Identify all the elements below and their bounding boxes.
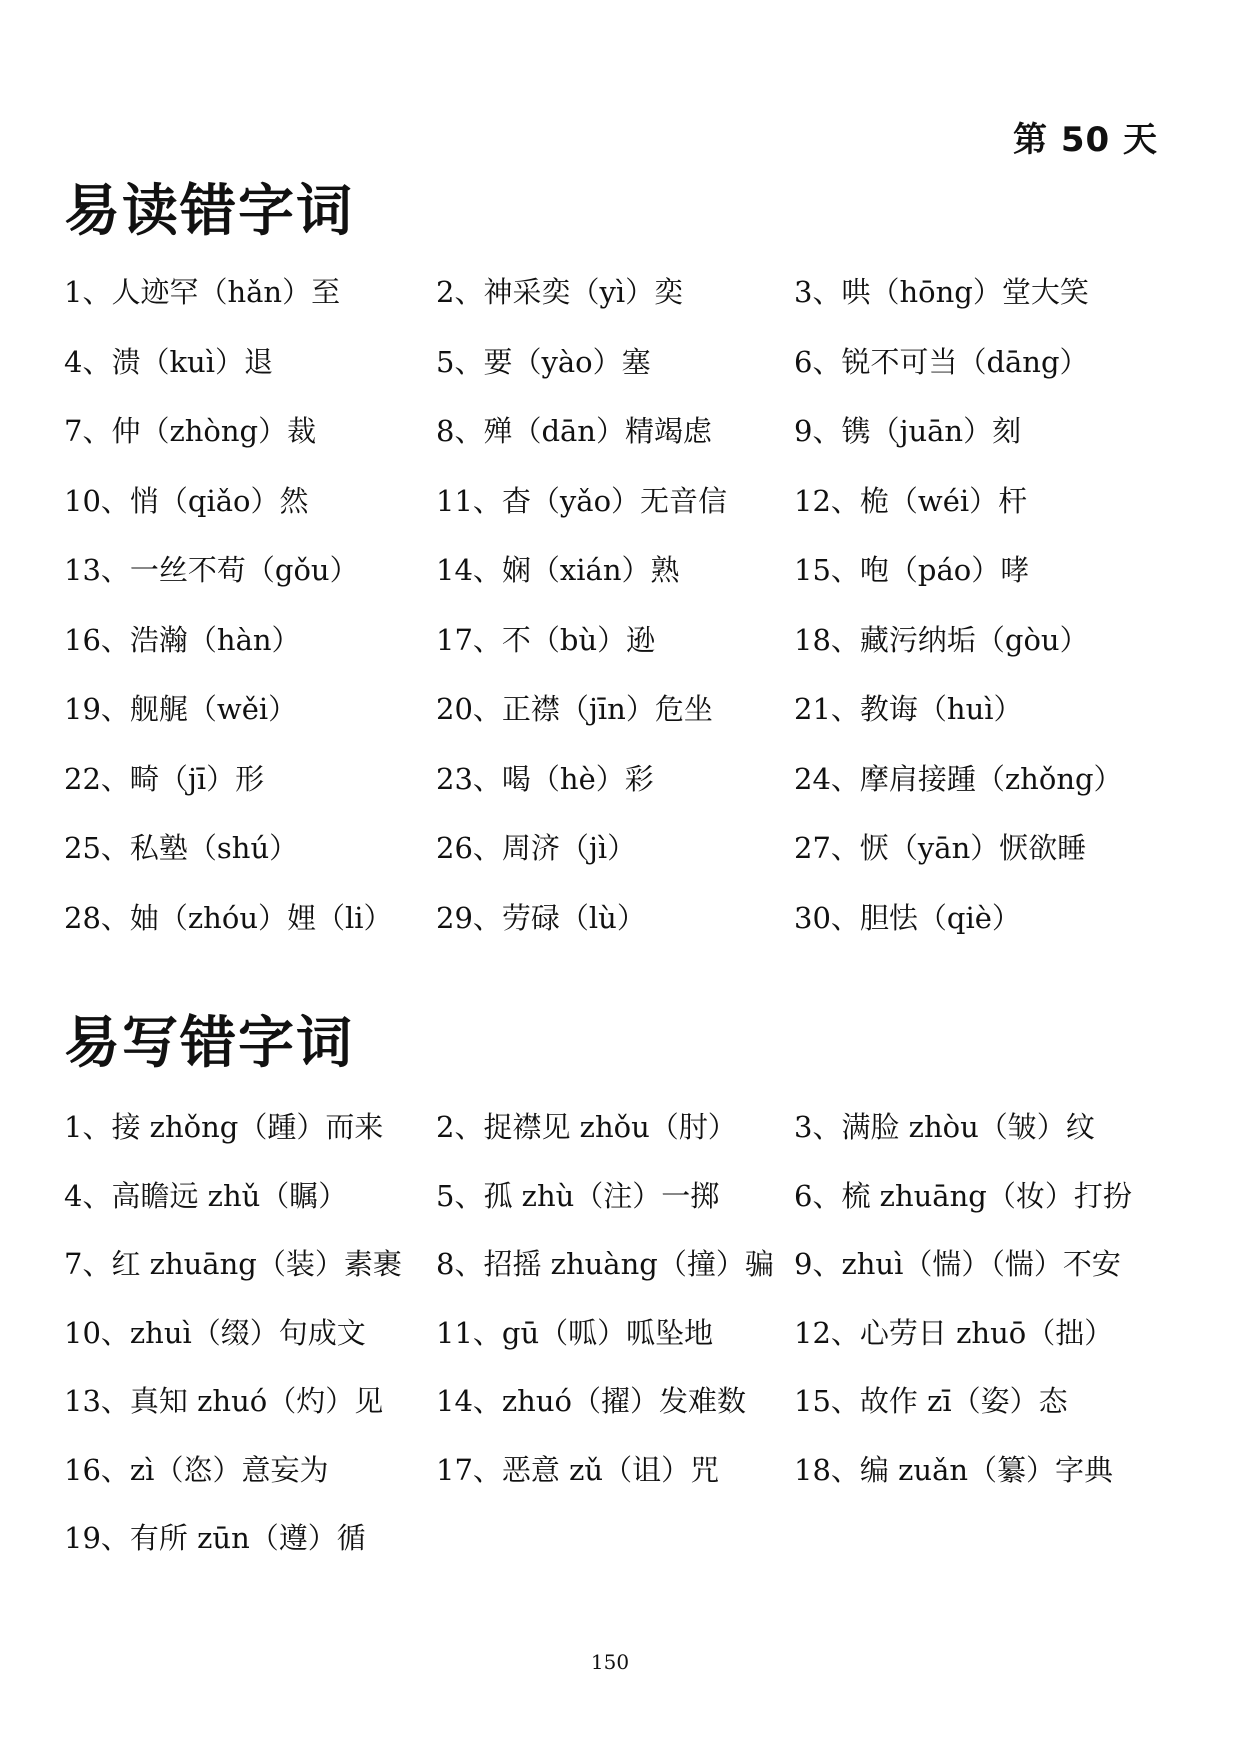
list-item: 15、故作 zī（姿）态 [794, 1384, 1068, 1418]
list-item: 7、红 zhuāng（装）素裹 [64, 1247, 402, 1281]
list-item: 12、桅（wéi）杆 [794, 483, 1028, 518]
list-item: 8、招摇 zhuàng（撞）骗 [436, 1247, 774, 1281]
list-item: 3、满脸 zhòu（皱）纹 [794, 1110, 1095, 1144]
list-item: 7、仲（zhòng）裁 [64, 414, 317, 448]
list-item: 4、溃（kuì）退 [64, 344, 273, 379]
list-item: 29、劳碌（lù） [436, 900, 646, 935]
list-item: 20、正襟（jīn）危坐 [436, 692, 713, 726]
list-item: 1、人迹罕（hǎn）至 [64, 275, 341, 309]
list-item: 18、藏污纳垢（gòu） [794, 622, 1089, 657]
list-item: 14、zhuó（擢）发难数 [436, 1384, 746, 1418]
list-item: 14、娴（xián）熟 [436, 553, 680, 587]
list-item: 1、接 zhǒng（踵）而来 [64, 1110, 384, 1144]
list-item: 5、要（yào）塞 [436, 344, 651, 379]
misread-word-list [64, 275, 1174, 973]
list-item: 6、梳 zhuāng（妆）打扮 [794, 1178, 1132, 1213]
list-item: 13、一丝不苟（gǒu） [64, 553, 359, 587]
list-item: 10、悄（qiǎo）然 [64, 483, 309, 518]
list-item: 6、锐不可当（dāng） [794, 344, 1089, 379]
list-item: 9、镌（juān）刻 [794, 414, 1022, 448]
list-item: 4、高瞻远 zhǔ（瞩） [64, 1178, 348, 1213]
list-item: 12、心劳日 zhuō（拙） [794, 1315, 1114, 1350]
miswrite-word-list [64, 1110, 1174, 1593]
list-item: 3、哄（hōng）堂大笑 [794, 275, 1089, 309]
section-title-miswrite: 易写错字词 [64, 1010, 354, 1076]
list-item: 26、周济（jì） [436, 831, 637, 865]
list-item: 22、畸（jī）形 [64, 761, 265, 796]
list-item: 28、妯（zhóu）娌（li） [64, 900, 393, 935]
list-item: 18、编 zuǎn（纂）字典 [794, 1452, 1114, 1487]
list-item: 16、zì（恣）意妄为 [64, 1452, 329, 1487]
list-item: 10、zhuì（缀）句成文 [64, 1315, 366, 1350]
list-item: 13、真知 zhuó（灼）见 [64, 1384, 384, 1418]
list-item: 8、殚（dān）精竭虑 [436, 414, 712, 448]
section-title-misread: 易读错字词 [64, 178, 354, 244]
list-item: 24、摩肩接踵（zhǒng） [794, 761, 1123, 796]
day-label: 第 50 天 [1013, 120, 1158, 160]
list-item: 19、舰艉（wěi） [64, 692, 298, 726]
list-item: 23、喝（hè）彩 [436, 761, 654, 796]
list-item: 25、私塾（shú） [64, 831, 299, 865]
list-item: 17、不（bù）逊 [436, 622, 656, 657]
list-item: 2、神采奕（yì）奕 [436, 275, 684, 309]
page-number: 150 [590, 1650, 630, 1674]
list-item: 5、孤 zhù（注）一掷 [436, 1178, 720, 1213]
list-item: 17、恶意 zǔ（诅）咒 [436, 1452, 720, 1487]
list-item: 30、胆怯（qiè） [794, 900, 1021, 935]
list-item: 15、咆（páo）哮 [794, 553, 1030, 587]
list-item: 16、浩瀚（hàn） [64, 622, 301, 657]
list-item: 19、有所 zūn（遵）循 [64, 1521, 366, 1555]
list-item: 9、zhuì（惴）（惴）不安 [794, 1247, 1121, 1281]
list-item: 27、恹（yān）恹欲睡 [794, 831, 1087, 865]
list-item: 11、gū（呱）呱坠地 [436, 1315, 714, 1350]
list-item: 2、捉襟见 zhǒu（肘） [436, 1110, 737, 1144]
list-item: 11、杳（yǎo）无音信 [436, 483, 728, 518]
list-item: 21、教诲（huì） [794, 692, 1023, 726]
